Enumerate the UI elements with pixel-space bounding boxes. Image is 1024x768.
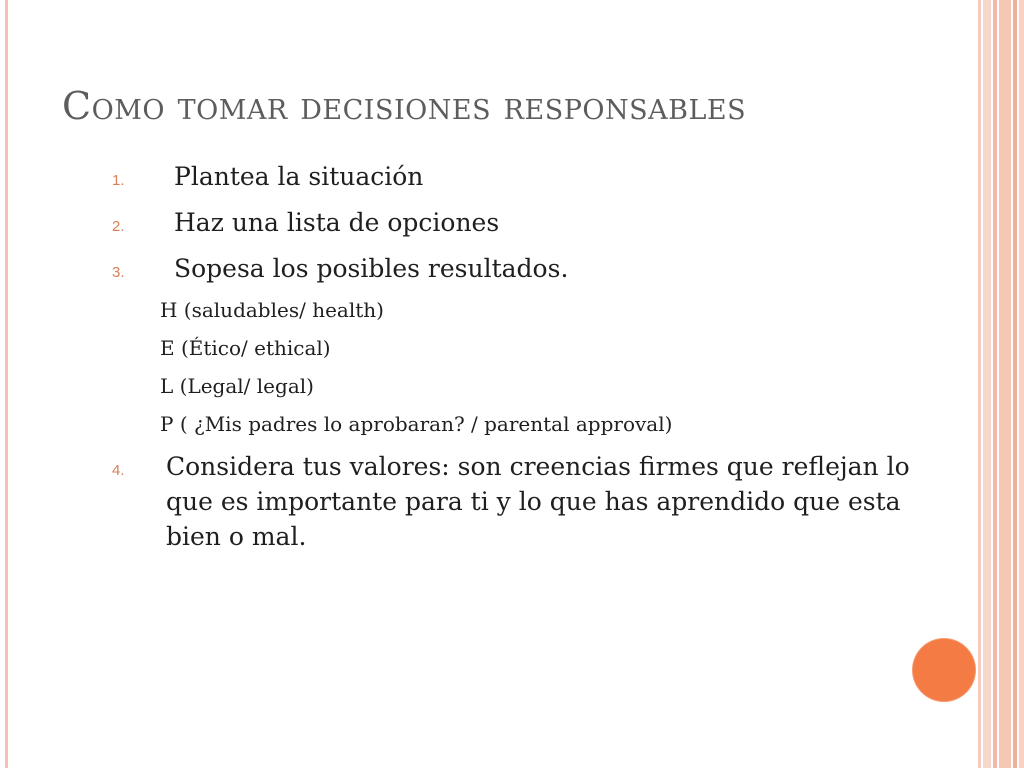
list-item: [108, 252, 948, 289]
left-border-line: [5, 0, 8, 768]
list-item: [108, 206, 948, 243]
right-decorative-stripes: [978, 0, 1024, 768]
stripe: [999, 0, 1011, 768]
list-item-text: Considera tus valores: son creencias firmes que reflejan lo que es importante para ti y lo que has aprendido que esta bien o mal.: [166, 452, 910, 551]
list-item: [108, 160, 948, 197]
orange-circle-icon: [913, 639, 975, 701]
sub-item-legal: L (Legal/ legal): [160, 374, 314, 398]
stripe: [1019, 0, 1024, 768]
list-number: 2.: [112, 218, 125, 235]
list-number: 4.: [112, 462, 125, 479]
sub-item-health: H (saludables/ health): [160, 298, 384, 322]
sub-item-parental: P ( ¿Mis padres lo aprobaran? / parental approval): [160, 412, 673, 436]
slide-content: [108, 160, 948, 563]
list-item: [108, 449, 948, 554]
stripe: [978, 0, 981, 768]
stripe: [993, 0, 997, 768]
stripe: [983, 0, 991, 768]
list-item-text: Sopesa los posibles resultados.: [174, 254, 569, 283]
stripe: [1013, 0, 1017, 768]
list-item-text: Plantea la situación: [174, 162, 424, 191]
slide-title: Como tomar decisiones responsables: [62, 84, 747, 128]
sub-item-ethical: E (Ético/ ethical): [160, 336, 331, 360]
list-number: 3.: [112, 264, 125, 281]
list-number: 1.: [112, 172, 125, 189]
list-item-text: Haz una lista de opciones: [174, 208, 500, 237]
